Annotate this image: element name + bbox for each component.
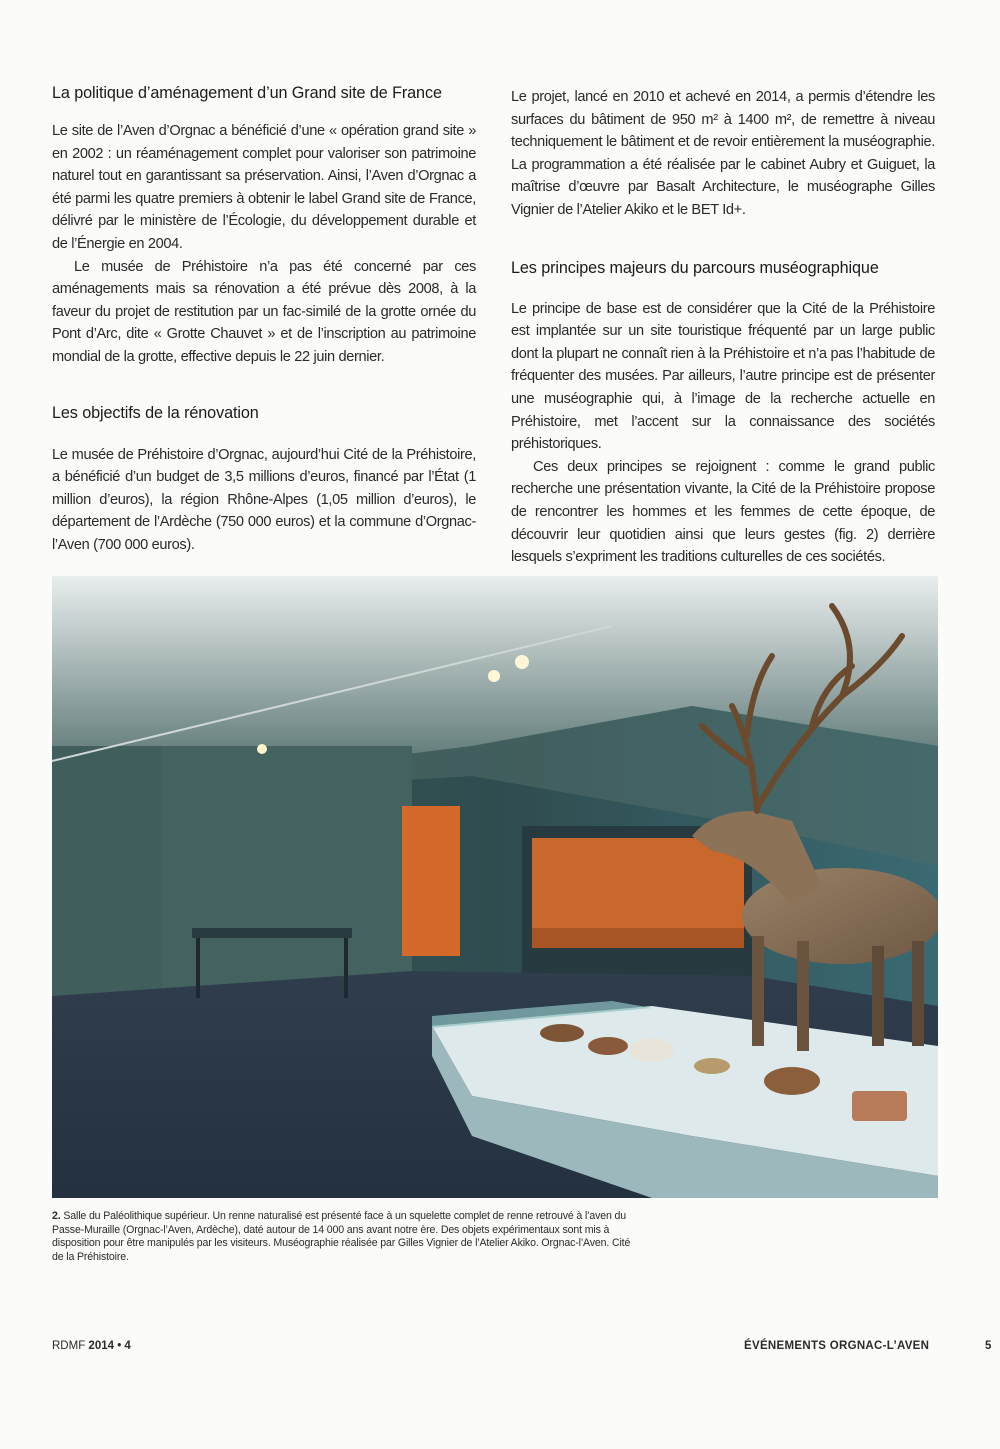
paragraph: Le principe de base est de considérer que la Cité de la Préhistoire est implantée sur un site touristique fréquenté par un large public dont la plupart ne connaît rien à la Préhistoire et n’a pas l’habitude de fréquenter des musées. Par ailleurs, l’autre principe est de présenter une muséographie qui, à l’image de la recherche actuelle en Préhistoire, met l’accent sur la connaissance des sociétés préhistoriques.	[511, 300, 935, 453]
left-column	[52, 82, 476, 557]
photo-caption	[52, 1210, 632, 1264]
paragraph: Le site de l’Aven d’Orgnac a bénéficié d’une « opération grand site » en 2002 : un réaménagement complet pour valoriser son patrimoine naturel tout en garantissant sa préservation. Ainsi, l’Aven d’Orgnac a été parmi les quatre premiers à obtenir le label Grand site de France, délivré par le ministère de l’Écologie, du développement durable et de l’Énergie en 2004.	[52, 123, 476, 252]
paragraph: Le musée de Préhistoire d’Orgnac, aujourd’hui Cité de la Préhistoire, a bénéficié d’un budget de 3,5 millions d’euros, financé par l’État (1 million d’euros), la région Rhône-Alpes (1,05 million d’euros), le département de l’Ardèche (750 000 euros) et la commune d’Orgnac-l’Aven (700 000 euros).	[52, 446, 476, 553]
footer-section: ÉVÉNEMENTS ORGNAC-L’AVEN	[744, 1340, 930, 1352]
museum-photo	[52, 576, 938, 1198]
journal-name: RDMF	[52, 1340, 86, 1352]
journal-issue: 2014 • 4	[88, 1340, 131, 1352]
heading-grand-site: La politique d’aménagement d’un Grand site de France	[52, 84, 442, 102]
caption-text: Salle du Paléolithique supérieur. Un renne naturalisé est présenté face à un squelette complet de renne retrouvé à l’aven du Passe-Muraille (Orgnac-l’Aven, Ardèche), daté autour de 14 000 ans avant notre ère. Des objets expérimentaux sont mis à disposition pour être manipulés par les visiteurs. Muséographie réalisée par Gilles Vignier de l’Atelier Akiko. Orgnac-l’Aven. Cité de la Préhistoire.	[52, 1210, 631, 1263]
paragraph: Le projet, lancé en 2010 et achevé en 2014, a permis d’étendre les surfaces du bâtiment de 950 m² à 1400 m², de remettre à niveau techniquement le bâtiment et de revoir entièrement la muséographie. La programmation a été réalisée par le cabinet Aubry et Guiguet, la maîtrise d’œuvre par Basalt Architecture, le muséographe Gilles Vignier de l’Atelier Akiko et le BET Id+.	[511, 89, 935, 218]
paragraph: Ces deux principes se rejoignent : comme le grand public recherche une présentation vivante, la Cité de la Préhistoire propose de rencontrer les hommes et les femmes de cette époque, de découvrir leur quotidien ainsi que leurs gestes (fig. 2) derrière lesquels s’expriment les traditions culturelles de ces sociétés.	[511, 458, 935, 566]
heading-objectifs: Les objectifs de la rénovation	[52, 403, 259, 422]
caption-number: 2.	[52, 1210, 61, 1222]
footer-journal	[52, 1340, 131, 1352]
right-column	[511, 86, 935, 569]
paragraph: Le musée de Préhistoire n’a pas été concerné par ces aménagements mais sa rénovation a été prévue dès 2008, à la faveur du projet de restitution par un fac-similé de la grotte ornée du Pont d’Arc, dite « Grotte Chauvet » et de l’inscription au patrimoine mondial de la grotte, effective depuis le 22 juin dernier.	[52, 258, 476, 365]
page-number: 5	[985, 1340, 992, 1352]
heading-principes: Les principes majeurs du parcours muséographique	[511, 258, 879, 277]
